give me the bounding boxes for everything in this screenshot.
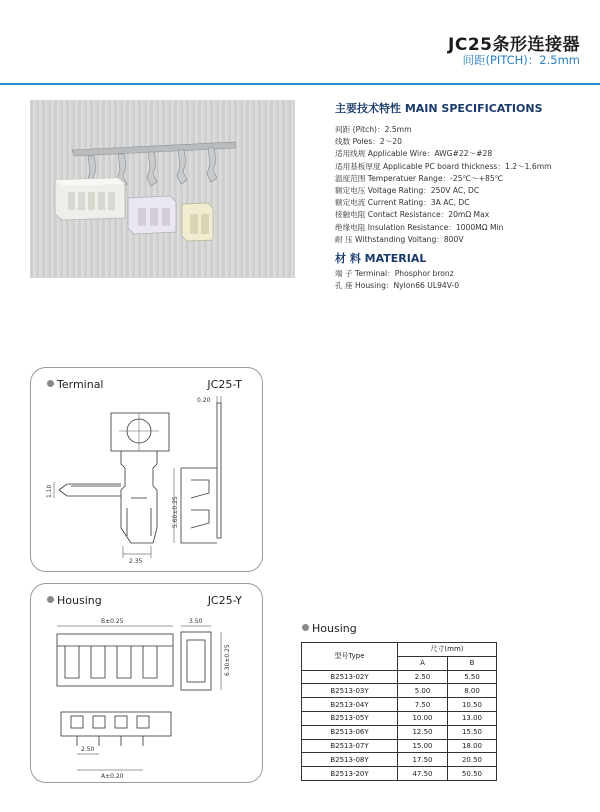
specs-heading: 主要技术特性 MAIN SPECIFICATIONS: [335, 102, 543, 115]
pitch-subtitle: 间距(PITCH)：2.5mm: [462, 53, 580, 67]
terminal-model-code: JC25-T: [207, 378, 242, 391]
length-dimension: 2.35: [129, 558, 143, 565]
page-title: JC25条形连接器: [448, 35, 580, 55]
specs-list: [335, 124, 552, 246]
table-row: B2513-07Y 15.00 18.00: [302, 739, 497, 753]
pin-width-dimension: 1.10: [46, 484, 53, 498]
header-divider: [0, 83, 600, 85]
spec-item: 适用线规 Applicable Wire：AWG#22～#28: [335, 149, 493, 159]
model-column-header: 型号Type: [302, 643, 398, 671]
housing-panel-label: Housing: [47, 594, 102, 607]
housing-height-dimension: 6.30±0.25: [224, 644, 231, 676]
width-b-dimension: B±0.25: [101, 618, 124, 625]
table-row: B2513-08Y 17.50 20.50: [302, 753, 497, 767]
spec-item: 适用基板厚度 Applicable PC board thickness：1.2～1.6mm: [335, 161, 552, 171]
table-row: B2513-06Y 12.50 15.50: [302, 725, 497, 739]
material-list: [335, 268, 459, 292]
spec-item: 耐 压 Withstanding Voltang：800V: [335, 234, 464, 244]
spec-item: 绝缘电阻 Insulation Resistance：1000MΩ Min: [335, 222, 504, 232]
spec-item: 额定电流 Current Rating：3A AC, DC: [335, 198, 470, 208]
housing-table-label: Housing: [302, 622, 357, 635]
spec-item: 线数 Poles：2～20: [335, 137, 402, 147]
product-photo: [30, 100, 295, 278]
width-a-dimension: A±0.20: [101, 773, 124, 780]
material-item: 孔 座 Housing：Nylon66 UL94V-0: [335, 281, 460, 291]
housing-dimensions-table: [301, 642, 497, 781]
housing-model-code: JC25-Y: [207, 594, 242, 607]
thickness-dimension: 0.20: [197, 397, 211, 404]
table-row: B2513-20Y 47.50 50.50: [302, 767, 497, 781]
b-column-header: B: [448, 656, 497, 670]
table-row: B2513-03Y 5.00 8.00: [302, 684, 497, 698]
bullet-icon: [302, 624, 309, 631]
spec-item: 额定电压 Voltage Rating：250V AC, DC: [335, 186, 480, 196]
height-dimension: 5.60±0.25: [172, 496, 179, 528]
table-row: B2513-02Y 2.50 5.50: [302, 670, 497, 684]
terminal-drawing-panel: [30, 367, 263, 572]
product-illustration: [30, 100, 295, 278]
housing-drawing-panel: [30, 583, 263, 783]
spec-item: 接触电阻 Contact Resistance：20mΩ Max: [335, 210, 490, 220]
table-row: B2513-04Y 7.50 10.50: [302, 698, 497, 712]
a-column-header: A: [398, 656, 448, 670]
pitch-dimension: 2.50: [81, 746, 95, 753]
housing-drawing: [31, 584, 264, 784]
terminal-panel-label: Terminal: [47, 378, 104, 391]
table-row: B2513-05Y 10.00 13.00: [302, 711, 497, 725]
material-item: 端 子 Terminal：Phosphor bronz: [335, 269, 454, 278]
terminal-drawing: [31, 368, 264, 573]
spec-item: 温度范围 Temperatuer Range：-25℃～+85℃: [335, 173, 504, 183]
dimensions-column-header: 尺寸(mm): [398, 643, 497, 657]
spec-item: 间距 (Pitch)：2.5mm: [335, 125, 412, 134]
material-heading: 材 料 MATERIAL: [335, 252, 427, 265]
depth-dimension: 3.50: [189, 618, 203, 625]
